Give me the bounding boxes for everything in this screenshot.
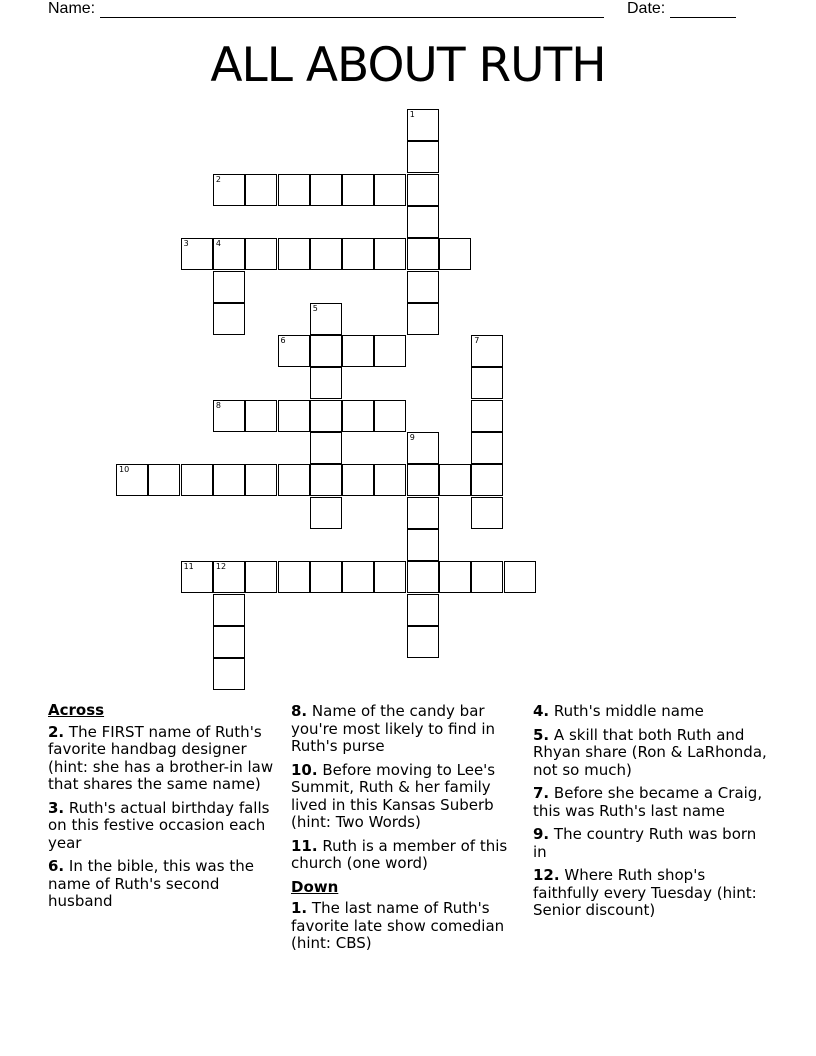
clue-down-1 <box>291 900 527 953</box>
clue-number: 3. <box>48 798 65 817</box>
grid-cell[interactable] <box>213 626 245 658</box>
grid-cell[interactable] <box>407 497 439 529</box>
clue-text: Ruth's actual birthday falls on this festive occasion each year <box>48 798 270 852</box>
clue-down-5 <box>533 727 769 780</box>
grid-cell[interactable] <box>245 400 277 432</box>
grid-cell[interactable] <box>213 238 245 270</box>
grid-cell[interactable] <box>310 464 342 496</box>
page-title: ALL ABOUT RUTH <box>210 38 606 93</box>
name-label: Name: <box>48 0 96 17</box>
clue-text: Ruth is a member of this church (one word) <box>291 836 508 872</box>
clue-number: 6. <box>48 857 65 875</box>
grid-cell[interactable] <box>407 109 439 141</box>
clue-across-10 <box>291 762 527 832</box>
grid-cell[interactable] <box>245 561 277 593</box>
grid-cell[interactable] <box>310 335 342 367</box>
clue-number: 11. <box>291 836 318 855</box>
cell-number: 4 <box>215 239 221 249</box>
cell-number: 11 <box>183 562 194 572</box>
clue-text: Before she became a Craig, this was Ruth's last name <box>533 784 763 820</box>
cell-number: 10 <box>119 465 130 475</box>
clue-number: 1. <box>291 899 308 917</box>
cell-number: 6 <box>280 336 286 346</box>
grid-cell[interactable] <box>342 400 374 432</box>
clue-column-1 <box>48 702 284 917</box>
grid-cell[interactable] <box>342 335 374 367</box>
grid-cell[interactable] <box>471 432 503 464</box>
clue-number: 5. <box>533 725 550 744</box>
grid-cell[interactable] <box>310 400 342 432</box>
grid-cell[interactable] <box>213 174 245 206</box>
clue-across-2 <box>48 724 284 794</box>
across-heading: Across <box>48 701 105 719</box>
cell-number: 1 <box>409 110 415 119</box>
grid-cell[interactable] <box>342 561 374 593</box>
clue-number: 10. <box>291 760 318 779</box>
grid-cell[interactable] <box>213 464 245 496</box>
grid-cell[interactable] <box>213 561 245 593</box>
date-label: Date: <box>627 0 666 17</box>
grid-cell[interactable] <box>310 497 342 529</box>
clue-down-12 <box>533 867 769 920</box>
grid-cell[interactable] <box>148 464 180 496</box>
cell-number: 8 <box>215 400 221 410</box>
cell-number: 3 <box>183 239 189 249</box>
grid-cell[interactable] <box>310 561 342 593</box>
grid-cell[interactable] <box>374 238 406 270</box>
grid-cell[interactable] <box>213 271 245 303</box>
down-heading: Down <box>291 877 339 896</box>
grid-cell[interactable] <box>245 464 277 496</box>
grid-cell[interactable] <box>439 238 471 270</box>
grid-cell[interactable] <box>310 174 342 206</box>
grid-cell[interactable] <box>504 561 536 593</box>
clue-text: The FIRST name of Ruth's favorite handbag designer (hint: she has a brother-in law that shares the same name) <box>48 722 274 793</box>
grid-cell[interactable] <box>471 335 503 367</box>
grid-cell[interactable] <box>407 464 439 496</box>
clue-text: In the bible, this was the name of Ruth's second husband <box>48 857 254 910</box>
clue-number: 4. <box>533 702 550 720</box>
grid-cell[interactable] <box>407 626 439 658</box>
grid-cell[interactable] <box>278 561 310 593</box>
grid-cell[interactable] <box>213 658 245 690</box>
grid-cell[interactable] <box>407 271 439 303</box>
grid-cell[interactable] <box>278 238 310 270</box>
grid-cell[interactable] <box>374 561 406 593</box>
cell-number: 7 <box>474 336 480 346</box>
grid-cell[interactable] <box>213 594 245 626</box>
grid-cell[interactable] <box>278 400 310 432</box>
grid-cell[interactable] <box>407 594 439 626</box>
grid-cell[interactable] <box>342 464 374 496</box>
grid-cell[interactable] <box>439 464 471 496</box>
clue-column-2 <box>291 703 527 959</box>
clue-across-11 <box>291 838 527 873</box>
grid-cell[interactable] <box>116 464 148 496</box>
grid-cell[interactable] <box>439 561 471 593</box>
grid-cell[interactable] <box>471 367 503 399</box>
cell-number: 5 <box>312 303 318 313</box>
clue-text: The country Ruth was born in <box>533 825 757 861</box>
grid-cell[interactable] <box>181 561 213 593</box>
clue-text: Name of the candy bar you're most likely to find in Ruth's purse <box>291 702 496 755</box>
grid-cell[interactable] <box>407 529 439 561</box>
grid-cell[interactable] <box>310 367 342 399</box>
grid-cell[interactable] <box>407 303 439 335</box>
clue-text: Ruth's middle name <box>553 702 704 720</box>
clue-down-7 <box>533 785 769 820</box>
grid-cell[interactable] <box>471 497 503 529</box>
clue-number: 9. <box>533 825 550 843</box>
grid-cell[interactable] <box>471 464 503 496</box>
clue-down-9 <box>533 826 769 861</box>
grid-cell[interactable] <box>310 303 342 335</box>
clue-across-3 <box>48 800 284 853</box>
clue-number: 7. <box>533 784 550 802</box>
grid-cell[interactable] <box>342 174 374 206</box>
grid-cell[interactable] <box>407 174 439 206</box>
grid-cell[interactable] <box>471 561 503 593</box>
cell-number: 2 <box>215 174 221 184</box>
grid-cell[interactable] <box>181 238 213 270</box>
grid-cell[interactable] <box>374 174 406 206</box>
cell-number: 9 <box>409 433 415 442</box>
grid-cell[interactable] <box>278 174 310 206</box>
grid-cell[interactable] <box>374 335 406 367</box>
grid-cell[interactable] <box>181 464 213 496</box>
clue-text: Where Ruth shop's faithfully every Tuesday (hint: Senior discount) <box>533 866 757 919</box>
clue-across-6 <box>48 858 284 911</box>
grid-cell[interactable] <box>374 400 406 432</box>
clue-down-4 <box>533 703 769 721</box>
grid-cell[interactable] <box>310 432 342 464</box>
grid-cell[interactable] <box>213 303 245 335</box>
clue-text: Before moving to Lee's Summit, Ruth & her family lived in this Kansas Suberb (hint: Two Words) <box>291 760 496 831</box>
clue-text: A skill that both Ruth and Rhyan share (Ron & LaRhonda, not so much) <box>533 725 767 779</box>
grid-cell[interactable] <box>245 238 277 270</box>
grid-cell[interactable] <box>213 400 245 432</box>
grid-cell[interactable] <box>407 238 439 270</box>
clue-text: The last name of Ruth's favorite late show comedian (hint: CBS) <box>291 899 505 952</box>
clue-number: 12. <box>533 866 560 884</box>
grid-cell[interactable] <box>342 238 374 270</box>
grid-cell[interactable] <box>407 432 439 464</box>
clue-column-3 <box>533 703 769 926</box>
grid-cell[interactable] <box>471 400 503 432</box>
grid-cell[interactable] <box>407 561 439 593</box>
grid-cell[interactable] <box>407 141 439 173</box>
grid-cell[interactable] <box>245 174 277 206</box>
clue-number: 2. <box>48 722 65 741</box>
grid-cell[interactable] <box>310 238 342 270</box>
grid-cell[interactable] <box>278 335 310 367</box>
clue-number: 8. <box>291 702 308 720</box>
grid-cell[interactable] <box>374 464 406 496</box>
grid-cell[interactable] <box>278 464 310 496</box>
cell-number: 12 <box>215 562 227 572</box>
clue-across-8 <box>291 703 527 756</box>
grid-cell[interactable] <box>407 206 439 238</box>
